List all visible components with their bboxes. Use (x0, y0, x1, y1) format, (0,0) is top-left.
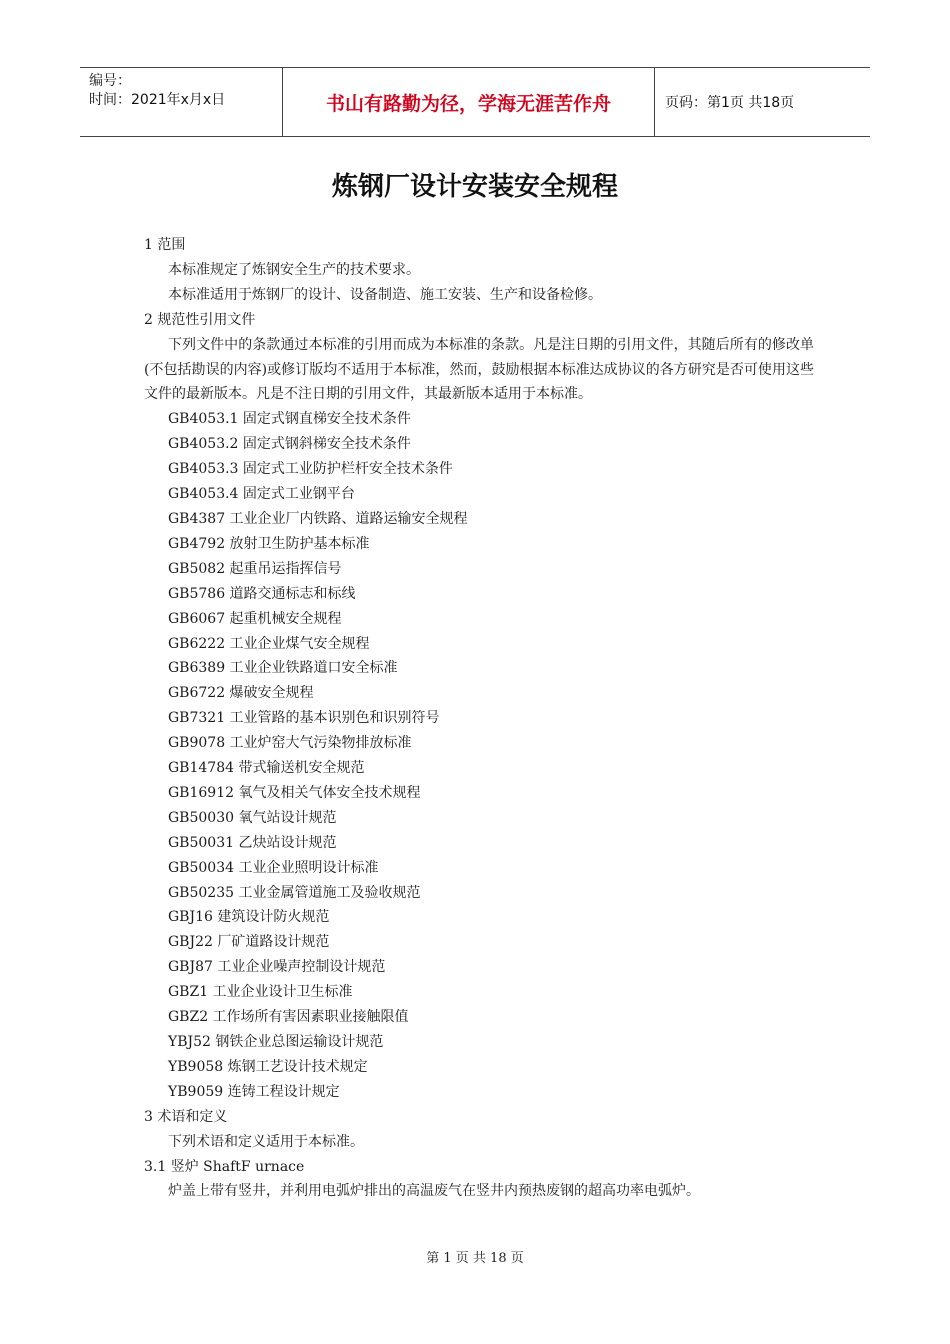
reference-item: GB6222 工业企业煤气安全规程 (168, 635, 370, 652)
reference-item: GB4053.2 固定式钢斜梯安全技术条件 (168, 436, 411, 453)
document-title: 炼钢厂设计安装安全规程 (331, 172, 618, 202)
page-header (80, 67, 870, 137)
reference-item: GB4053.1 固定式钢直梯安全技术条件 (168, 411, 411, 428)
section-heading: 1 范围 (144, 237, 186, 253)
reference-item: GB14784 带式输送机安全规范 (168, 760, 365, 777)
number-label: 编号： (89, 73, 131, 89)
reference-item: GB6067 起重机械安全规程 (168, 610, 342, 627)
reference-item: YB9059 连铸工程设计规定 (168, 1083, 340, 1100)
reference-item: GB4387 工业企业厂内铁路、道路运输安全规程 (168, 510, 468, 527)
reference-item: GB4053.3 固定式工业防护栏杆安全技术条件 (168, 461, 453, 478)
reference-item: GB50034 工业企业照明设计标准 (168, 859, 379, 876)
subsection-heading: 3.1 竖炉 ShaftF urnace (144, 1158, 305, 1175)
header-meta (80, 68, 282, 136)
paragraph: 下列术语和定义适用于本标准。 (168, 1133, 364, 1150)
reference-item: GB6389 工业企业铁路道口安全标准 (168, 660, 398, 677)
reference-item: GB4792 放射卫生防护基本标准 (168, 535, 370, 552)
reference-item: GB6722 爆破安全规程 (168, 685, 314, 702)
paragraph: 本标准规定了炼钢安全生产的技术要求。 (168, 261, 420, 278)
reference-item: GBZ1 工业企业设计卫生标准 (168, 984, 353, 1001)
reference-item: GB9078 工业炉窑大气污染物排放标准 (168, 735, 412, 752)
time-label: 时间：2021年x月x日 (89, 92, 226, 108)
page-footer: 第 1 页 共 18 页 (426, 1251, 524, 1266)
document-body (144, 233, 814, 1204)
reference-item: GB16912 氧气及相关气体安全技术规程 (168, 784, 421, 801)
reference-item: GB50235 工业金属管道施工及验收规范 (168, 884, 421, 901)
reference-item: GB7321 工业管路的基本识别色和识别符号 (168, 710, 440, 727)
reference-item: GB50031 乙炔站设计规范 (168, 834, 337, 851)
paragraph: 下列文件中的条款通过本标准的引用而成为本标准的条款。凡是注日期的引用文件，其随后所有的修改单(不包括勘误的内容)或修订版均不适用于本标准，然而，鼓励根据本标准达成协议的各方研究是否可使用这些文件的最新版本。凡是不注日期的引用文件，其最新版本适用于本标准。 (144, 336, 814, 403)
section-heading: 2 规范性引用文件 (144, 311, 256, 328)
reference-item: YBJ52 钢铁企业总图运输设计规范 (168, 1034, 384, 1050)
paragraph: 本标准适用于炼钢厂的设计、设备制造、施工安装、生产和设备检修。 (168, 286, 602, 303)
reference-list (144, 407, 814, 1104)
reference-item: GB4053.4 固定式工业钢平台 (168, 486, 355, 503)
reference-item: GBJ22 厂矿道路设计规范 (168, 934, 330, 951)
header-page-info: 页码：第1页 共18页 (665, 95, 795, 111)
reference-item: GB5082 起重吊运指挥信号 (168, 560, 342, 577)
reference-item: GBJ87 工业企业噪声控制设计规范 (168, 959, 386, 976)
paragraph: 炉盖上带有竖井，并利用电弧炉排出的高温废气在竖井内预热废钢的超高功率电弧炉。 (168, 1183, 700, 1200)
reference-item: YB9058 炼钢工艺设计技术规定 (168, 1058, 368, 1075)
header-motto: 书山有路勤为径，学海无涯苦作舟 (282, 68, 655, 136)
reference-item: GB50030 氧气站设计规范 (168, 809, 337, 826)
reference-item: GBJ16 建筑设计防火规范 (168, 909, 330, 926)
section-heading: 3 术语和定义 (144, 1108, 228, 1125)
reference-item: GBZ2 工作场所有害因素职业接触限值 (168, 1009, 409, 1026)
reference-item: GB5786 道路交通标志和标线 (168, 585, 356, 602)
